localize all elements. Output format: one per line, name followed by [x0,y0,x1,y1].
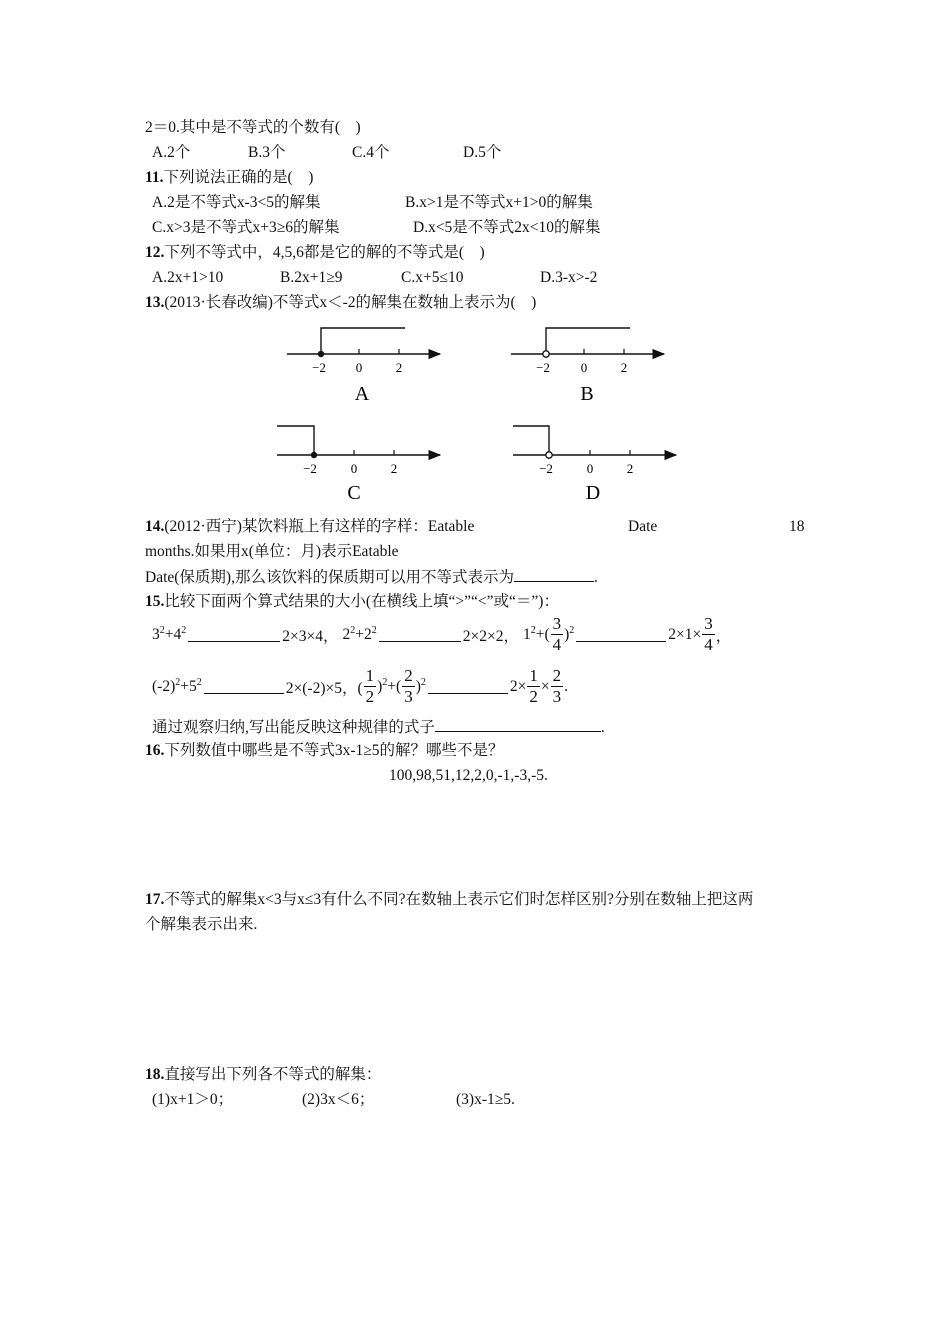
q11-text: 下列说法正确的是( ) [163,169,314,186]
q18-text: 直接写出下列各不等式的解集： [164,1066,382,1083]
q11-number: 11. [145,169,164,186]
tick-label: 0 [586,461,594,476]
q12-option-b: B.2x+1≥9 [280,269,343,286]
q18-item-2: (2)3x＜6； [302,1091,375,1108]
tick-label: 2 [390,461,398,476]
expr: $(-2)^2+5^2$ [152,676,202,695]
expr: ， [715,627,732,645]
q12-option-c: C.x+5≤10 [401,269,464,286]
q16-text: 下列数值中哪些是不等式3x-1≥5的解？哪些不是？ [164,742,504,759]
q15-stem [145,592,559,612]
number-line-c [277,426,440,504]
q11-option-a: A.2是不等式x-3<5的解集 [152,194,321,211]
tick-label: 0 [580,360,588,375]
tick-label: 0 [350,461,358,476]
q12-number: 12. [145,244,165,261]
q10-option-b: B.3个 [248,144,286,161]
expr: 2×2×2， [462,627,519,645]
q10-option-d: D.5个 [463,144,502,161]
expr: )$^2$ [564,624,575,643]
period: . [600,719,605,736]
answer-blank[interactable] [576,627,666,642]
q14-line1 [145,517,474,537]
q14-text-line3: Date(保质期),那么该饮料的保质期可以用不等式表示为 [145,569,514,586]
figure-label-c: C [347,482,361,504]
expr: )$^2$+( [377,676,402,695]
q13-number: 13. [145,294,165,311]
tick-label: −2 [539,461,553,476]
q15-row1 [152,614,731,655]
q16-values: 100,98,51,12,2,0,-1,-3,-5. [389,767,548,784]
expr: × [540,677,550,695]
expr: $1^2+$( [522,624,550,643]
q14-text-c: 18 [789,518,805,535]
q14-line2: months.如果用x(单位：月)表示Eatable [145,543,399,560]
figure-label-a: A [354,383,370,405]
q16-stem [145,741,504,761]
tick-label: 0 [355,360,363,375]
q11-option-d: D.x<5是不等式2x<10的解集 [413,219,601,236]
closed-dot [311,452,317,458]
q12-option-d: D.3-x>-2 [540,269,598,286]
q17-line1 [145,890,753,910]
open-dot [546,452,552,458]
figure-label-d: D [585,482,601,504]
closed-dot [318,351,324,357]
expr: 2× [509,677,527,695]
figure-label-b: B [580,383,594,405]
expr: )$^2$ [415,676,426,695]
q18-stem [145,1065,381,1085]
q15-number: 15. [145,593,165,610]
q18-number: 18. [145,1066,165,1083]
q15-text: 比较下面两个算式结果的大小(在横线上填“>”“<”或“＝”)： [164,593,559,610]
answer-blank[interactable] [435,717,601,732]
q10-option-c: C.4个 [352,144,390,161]
tick-label: −2 [303,461,317,476]
answer-blank[interactable] [514,567,594,582]
number-line-a [287,328,440,405]
tick-label: −2 [536,360,550,375]
expr: $3^2+4^2$ [152,624,187,643]
fraction: $\frac{2}{3}$ [552,666,562,706]
q15-conclusion [152,717,605,738]
q17-text: 不等式的解集x<3与x≤3有什么不同?在数轴上表示它们时怎样区别?分别在数轴上把这两 [164,891,754,908]
q10-option-a: A.2个 [152,144,191,161]
fraction: $\frac{3}{4}$ [704,614,713,654]
open-dot [543,351,549,357]
tick-label: −2 [312,360,326,375]
q18-item-3: (3)x-1≥5. [456,1091,515,1108]
expr: 2×3×4， [282,627,339,645]
number-line-b [511,328,664,405]
q16-number: 16. [145,742,165,759]
fraction: $\frac{3}{4}$ [552,614,562,654]
q13-number-line-figures [0,0,950,520]
answer-blank[interactable] [188,627,280,642]
number-line-d [513,426,676,504]
q11-option-b: B.x>1是不等式x+1>0的解集 [405,194,593,211]
expr: 2×(-2)×5，( [285,679,363,697]
q17-line2: 个解集表示出来. [145,916,258,933]
fraction: $\frac{2}{3}$ [404,666,413,706]
q14-number: 14. [145,518,165,535]
answer-blank[interactable] [379,627,461,642]
tick-label: 2 [620,360,628,375]
answer-blank[interactable] [428,679,508,694]
q11-option-c: C.x>3是不等式x+3≥6的解集 [152,219,340,236]
answer-blank[interactable] [204,679,284,694]
expr: . [564,677,569,695]
tick-label: 2 [626,461,634,476]
q14-text-a: (2012·西宁)某饮料瓶上有这样的字样：Eatable [164,518,475,535]
expr: 2×1× [668,625,702,643]
fraction: $\frac{1}{2}$ [529,666,538,706]
fraction: $\frac{1}{2}$ [365,666,375,706]
q14-text-b: Date [628,518,658,535]
q13-text: (2013·长春改编)不等式x＜-2的解集在数轴上表示为( ) [164,294,537,311]
q12-text: 下列不等式中，4,5,6都是它的解的不等式是( ) [164,244,485,261]
q10-stem-tail: 2＝0.其中是不等式的个数有( ) [145,119,361,136]
q15-row2 [152,666,568,707]
q17-number: 17. [145,891,165,908]
q18-item-1: (1)x+1＞0； [152,1091,234,1108]
period: . [593,569,598,586]
q14-line3 [145,567,598,588]
q15-conclusion-text: 通过观察归纳,写出能反映这种规律的式子 [152,719,435,736]
tick-label: 2 [395,360,403,375]
q12-option-a: A.2x+1>10 [152,269,224,286]
expr: $2^2+2^2$ [342,624,377,643]
